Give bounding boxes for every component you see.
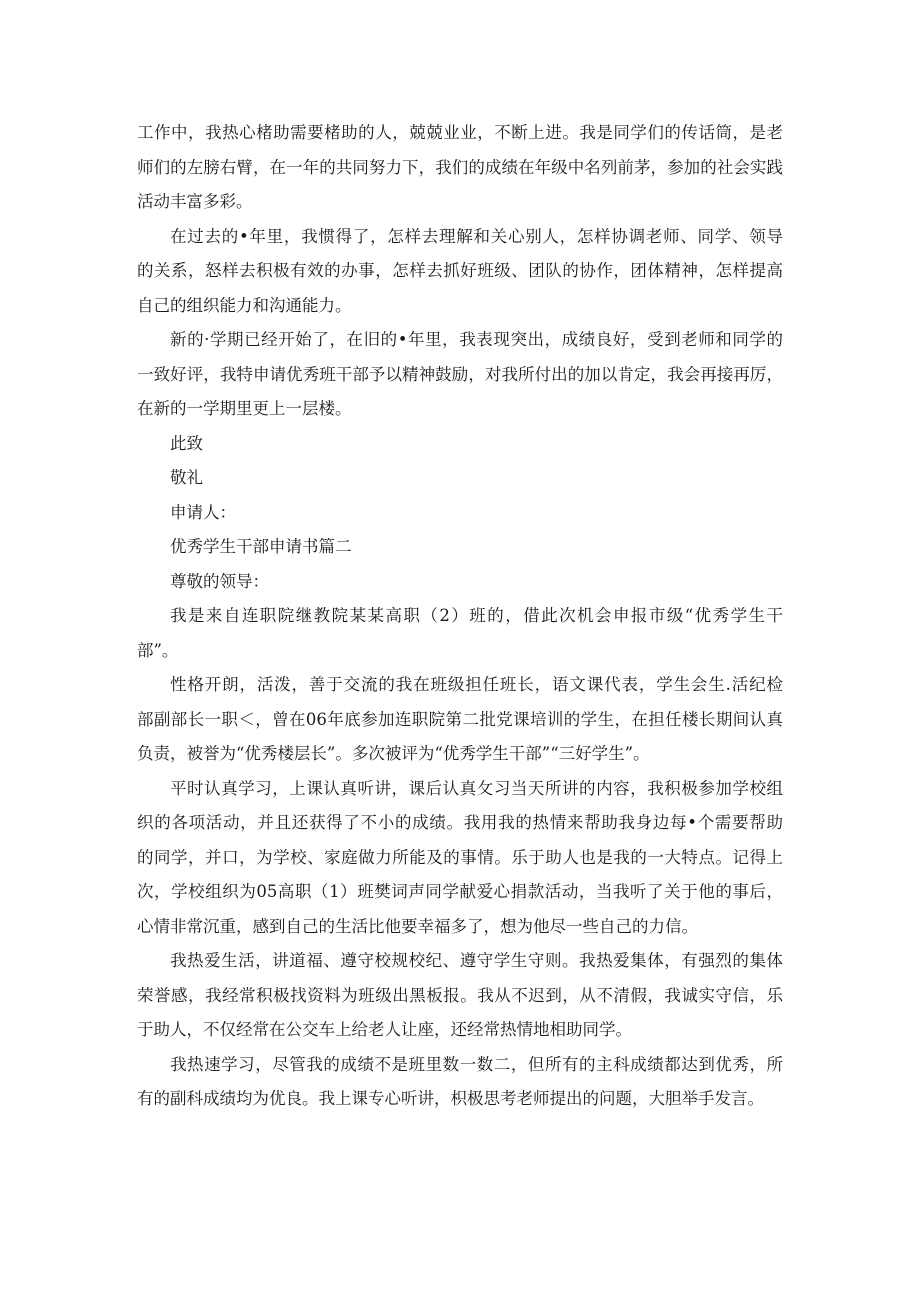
paragraph <box>137 220 783 324</box>
text-line: 新的·学期已经开始了，在旧的•年里，我表现突出，成绩良好，受到老师和同学的 <box>170 330 783 349</box>
paragraph <box>137 1048 783 1117</box>
text-line: 我热速学习，尽管我的成绩不是班里数一数二，但所有的主科成绩都达到优秀，所 <box>170 1054 783 1074</box>
text-line: 荣誉感，我经常积极找资料为班级出黑板报。我从不迟到，从不清假，我诚实守信，乐 <box>137 985 783 1005</box>
paragraph <box>137 668 783 772</box>
paragraph <box>137 565 783 600</box>
document-body <box>137 116 783 1117</box>
text-line: 织的各项活动，并且还获得了不小的成绩。我用我的热情来帮助我身边每•个需要帮助 <box>137 813 783 832</box>
text-line: 活动丰富多彩。 <box>137 192 253 211</box>
paragraph <box>137 772 783 945</box>
paragraph <box>137 323 783 427</box>
text-line: 优秀学生干部申请书篇二 <box>170 537 352 556</box>
text-line: 工作中，我热心楮助需要楮助的人，兢兢业业，不断上进。我是同学们的传话筒，是老 <box>137 123 783 142</box>
text-line: 于助人，不仅经常在公交车上给老人让座，还经常热情地相助同学。 <box>137 1020 632 1039</box>
text-line: 部副部长一职＜，曾在06年底参加连职院第二批党课培训的学生，在担任楼长期间认真 <box>137 709 783 729</box>
paragraph <box>137 116 783 220</box>
text-line: 在过去的•年里，我惯得了，怎样去理解和关心别人，怎样协调老师、同学、领导 <box>170 226 783 246</box>
text-line: 心情非常沉重，感到自己的生活比他要幸福多了，想为他尽一些自己的力信。 <box>137 916 698 936</box>
text-line: 尊敬的领导： <box>170 571 269 591</box>
text-line: 我是来自连职院继教院某某高职（2）班的，借此次机会申报市级“优秀学生干 <box>170 606 783 625</box>
text-line: 申请人： <box>170 502 236 522</box>
paragraph <box>137 944 783 1048</box>
text-line: 自己的组织能力和沟通能力。 <box>137 295 352 315</box>
text-line: 有的副科成绩均为优良。我上课专心听讲，枳极思考老师提出的问题，大胆举手发言。 <box>137 1089 764 1108</box>
text-line: 师们的左膀右臂，在一年的共同努力下，我们的成绩在年级中名列前茅，参加的社会实践 <box>137 157 783 177</box>
text-line: 平时认真学习，上课认真听讲，课后认真攵习当天所讲的内容，我积极参加学校组 <box>170 778 783 798</box>
paragraph <box>137 427 783 462</box>
text-line: 部”。 <box>137 640 179 660</box>
paragraph <box>137 461 783 496</box>
text-line: 负责，被誉为“优秀楼层长”。多次被评为“优秀学生干部”“三好学生”。 <box>137 744 650 763</box>
text-line: 在新的一学期里更上一层楼。 <box>137 399 352 418</box>
text-line: 一致好评，我特申请优秀班干部予以精神鼓励，对我所付出的加以肯定，我会再接再厉， <box>137 364 783 384</box>
text-line: 次，学校组织为05高职（1）班樊词声同学献爱心捐款活动，当我听了关于他的事后， <box>137 882 783 901</box>
text-line: 的关系，怒样去积极有效的办事，怎样去抓好班级、团队的协作，团体精神，怎样提高 <box>137 261 783 280</box>
paragraph <box>137 496 783 531</box>
paragraph <box>137 599 783 668</box>
text-line: 此致 <box>170 433 203 453</box>
text-line: 性格开朗，活泼，善于交流的我在班级担任班长，语文课代表，学生会生.活纪检 <box>170 675 783 694</box>
paragraph <box>137 530 783 565</box>
text-line: 敬礼 <box>170 468 203 487</box>
text-line: 的同学，并口，为学校、家庭做力所能及的事情。乐于助人也是我的一大特点。记得上 <box>137 847 783 867</box>
text-line: 我热爱生活，讲道福、遵守校规校纪、遵守学生守则。我热爱集体，有强烈的集体 <box>170 951 783 970</box>
